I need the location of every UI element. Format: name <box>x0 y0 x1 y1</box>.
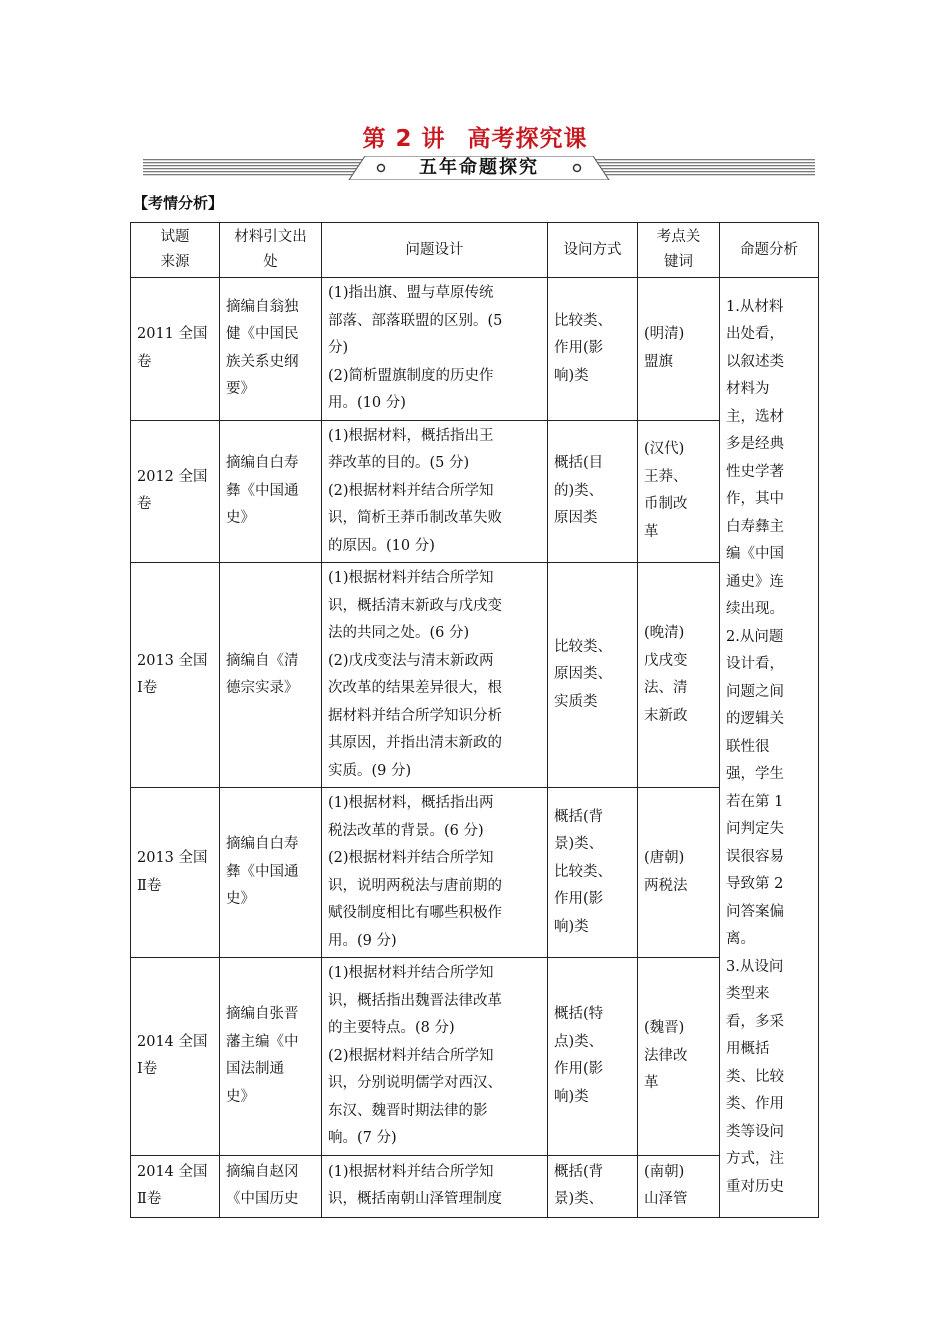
questions-cell: (1)根据材料并结合所学知 识，概括指出魏晋法律改革 的主要特点。(8 分) (2)根据材料并结合所学知 识，分别说明儒学对西汉、 东汉、魏晋时期法律的影 响。(7 分) <box>322 958 548 1156</box>
keyword-cell: (晚清) 戊戌变 法、清 末新政 <box>638 563 720 788</box>
table-row <box>131 1155 819 1217</box>
table-header-row <box>131 223 819 278</box>
lecture-number: 第 2 讲 <box>362 126 446 152</box>
source-cell: 2014 全国 Ⅰ卷 <box>131 958 220 1156</box>
method-cell: 概括(背 景)类、 <box>548 1155 638 1217</box>
column-header: 试题 来源 <box>131 223 220 278</box>
material-cell: 摘编自张晋 藩主编《中 国法制通 史》 <box>220 958 322 1156</box>
source-cell: 2012 全国 卷 <box>131 420 220 563</box>
table-row <box>131 563 819 788</box>
method-cell: 概括(目 的)类、 原因类 <box>548 420 638 563</box>
column-header: 材料引文出 处 <box>220 223 322 278</box>
section-label: 【考情分析】 <box>133 194 224 212</box>
table-row <box>131 278 819 421</box>
lecture-title: 高考探究课 <box>467 126 588 152</box>
questions-cell: (1)根据材料并结合所学知 识，概括清末新政与戊戌变 法的共同之处。(6 分) (2)戊戌变法与清末新政两 次改革的结果差异很大，根 据材料并结合所学知识分析 其原因，并指出清末新政的 实质。(9 分) <box>322 563 548 788</box>
questions-cell: (1)根据材料，概括指出两 税法改革的背景。(6 分) (2)根据材料并结合所学知 识，说明两税法与唐前期的 赋役制度相比有哪些积极作 用。(9 分) <box>322 788 548 958</box>
material-cell: 摘编自翁独 健《中国民 族关系史纲 要》 <box>220 278 322 421</box>
material-cell: 摘编自赵冈 《中国历史 <box>220 1155 322 1217</box>
page-title <box>0 120 950 153</box>
column-header: 考点关 键词 <box>638 223 720 278</box>
table-row <box>131 958 819 1156</box>
keyword-cell: (南朝) 山泽管 <box>638 1155 720 1217</box>
exam-analysis-table <box>130 222 819 1218</box>
keyword-cell: (明清) 盟旗 <box>638 278 720 421</box>
material-cell: 摘编自《清 德宗实录》 <box>220 563 322 788</box>
method-cell: 概括(特 点)类、 作用(影 响)类 <box>548 958 638 1156</box>
column-header: 设问方式 <box>548 223 638 278</box>
keyword-cell: (魏晋) 法律改 革 <box>638 958 720 1156</box>
table-row <box>131 788 819 958</box>
column-header: 问题设计 <box>322 223 548 278</box>
section-banner <box>143 156 815 180</box>
method-cell: 概括(背 景)类、 比较类、 作用(影 响)类 <box>548 788 638 958</box>
questions-cell: (1)根据材料，概括指出王 莽改革的目的。(5 分) (2)根据材料并结合所学知 识，简析王莽币制改革失败 的原因。(10 分) <box>322 420 548 563</box>
method-cell: 比较类、 作用(影 响)类 <box>548 278 638 421</box>
source-cell: 2013 全国 Ⅰ卷 <box>131 563 220 788</box>
material-cell: 摘编自白寿 彝《中国通 史》 <box>220 420 322 563</box>
keyword-cell: (唐朝) 两税法 <box>638 788 720 958</box>
method-cell: 比较类、 原因类、 实质类 <box>548 563 638 788</box>
banner-label: 五年命题探究 <box>419 157 539 178</box>
keyword-cell: (汉代) 王莽、 币制改 革 <box>638 420 720 563</box>
column-header: 命题分析 <box>720 223 819 278</box>
source-cell: 2014 全国 Ⅱ卷 <box>131 1155 220 1217</box>
questions-cell: (1)指出旗、盟与草原传统 部落、部落联盟的区别。(5 分) (2)简析盟旗制度的历史作 用。(10 分) <box>322 278 548 421</box>
material-cell: 摘编自白寿 彝《中国通 史》 <box>220 788 322 958</box>
analysis-cell: 1.从材料 出处看， 以叙述类 材料为 主，选材 多是经典 性史学著 作，其中 白寿彝主 编《中国 通史》连 续出现。 2.从问题 设计看， 问题之间 的逻辑关 联性很 强，学生 若在第 1 问判定失 误很容易 导致第 2 问答案偏 离。 3.从设问 类型来 看，多采 用概括 类、比较 类、作用 类等设问 方式，注 重对历史 <box>720 278 819 1218</box>
questions-cell: (1)根据材料并结合所学知 识，概括南朝山泽管理制度 <box>322 1155 548 1217</box>
table-row <box>131 420 819 563</box>
source-cell: 2011 全国 卷 <box>131 278 220 421</box>
source-cell: 2013 全国 Ⅱ卷 <box>131 788 220 958</box>
